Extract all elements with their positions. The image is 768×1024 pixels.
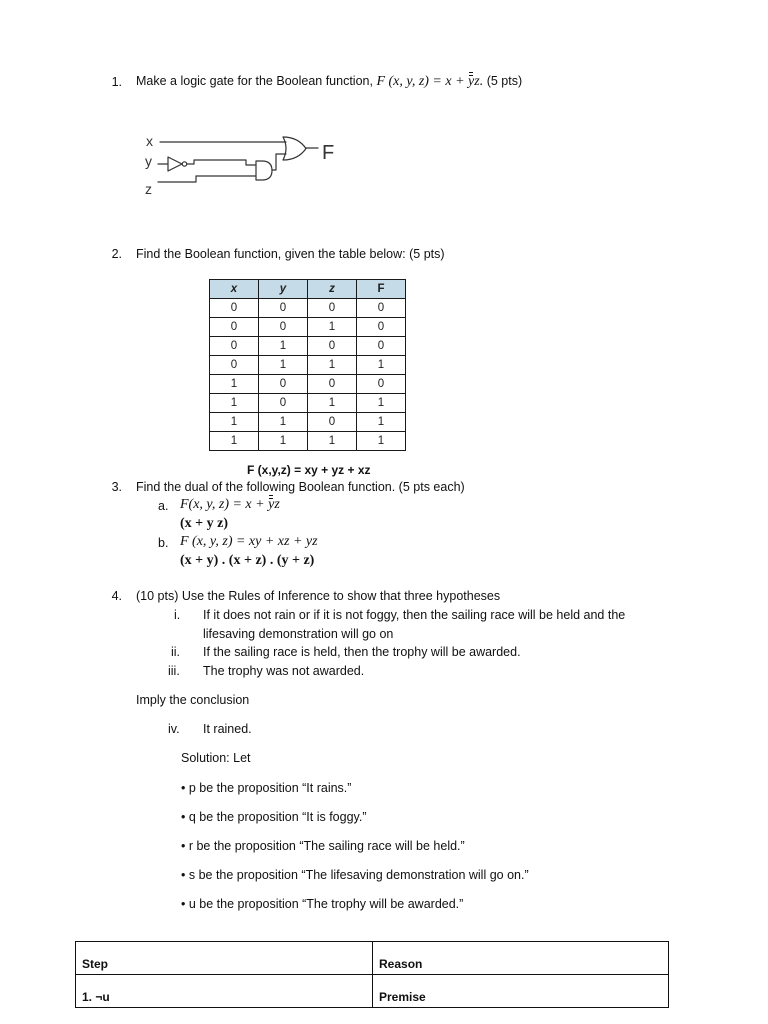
table-cell: 0 xyxy=(210,318,259,337)
hypothesis-i-text-cont: lifesaving demonstration will go on xyxy=(203,627,394,641)
hypothesis-ii-label: ii. xyxy=(171,645,181,659)
conclusion-iv-label: iv. xyxy=(168,722,180,736)
table-cell: 1 xyxy=(308,318,357,337)
wire-z xyxy=(158,176,256,182)
q1-function xyxy=(376,74,483,89)
table-cell: 1 xyxy=(210,394,259,413)
solution-heading: Solution: Let xyxy=(181,751,251,765)
imply-conclusion-text: Imply the conclusion xyxy=(136,693,250,707)
q1-function-lhs: F (x, y, z) = x + xyxy=(376,74,469,89)
proposition-q: • q be the proposition “It is foggy.” xyxy=(181,810,367,824)
table-cell: 0 xyxy=(308,337,357,356)
q3a-negated-var: y xyxy=(268,497,275,512)
table-cell: 1 xyxy=(308,432,357,451)
hypothesis-iii-text: The trophy was not awarded. xyxy=(203,664,365,678)
q1-number: 1. xyxy=(111,75,122,89)
table-cell: 1 xyxy=(357,432,406,451)
table-cell: 0 xyxy=(357,299,406,318)
table-cell: 0 xyxy=(357,318,406,337)
not-gate xyxy=(168,157,182,171)
table-row xyxy=(210,375,406,394)
table-cell: 1 xyxy=(357,356,406,375)
q3a-function-tail: z xyxy=(274,497,280,512)
table-row xyxy=(210,318,406,337)
circuit-label-z: z xyxy=(145,181,152,197)
circuit-label-f: F xyxy=(322,142,335,164)
proposition-u: • u be the proposition “The trophy will be awarded.” xyxy=(181,897,464,911)
circuit-label-x: x xyxy=(146,133,153,149)
q3a-answer: (x + y z) xyxy=(180,516,229,531)
table-cell: 1 xyxy=(210,432,259,451)
not-gate-bubble xyxy=(182,162,186,166)
table-cell: 1 xyxy=(308,356,357,375)
q3a-label: a. xyxy=(158,499,169,513)
table-row xyxy=(210,394,406,413)
table-row xyxy=(76,975,669,1008)
table-cell: 1 xyxy=(210,413,259,432)
hypothesis-ii-text: If the sailing race is held, then the trophy will be awarded. xyxy=(203,645,521,659)
wire-not-y xyxy=(187,160,256,165)
hypothesis-i-label: i. xyxy=(174,608,181,622)
proposition-s: • s be the proposition “The lifesaving demonstration will go on.” xyxy=(181,868,529,882)
q4-text: (10 pts) Use the Rules of Inference to show that three hypotheses xyxy=(136,589,501,603)
table-cell: 0 xyxy=(308,413,357,432)
q1-text: Make a logic gate for the Boolean function, xyxy=(136,74,373,88)
q1-function-negated-var: y xyxy=(468,74,475,89)
table-cell: 0 xyxy=(308,375,357,394)
table-cell: 0 xyxy=(259,299,308,318)
table-cell: 0 xyxy=(308,299,357,318)
proof-table-header-row xyxy=(76,942,669,975)
table-row xyxy=(210,432,406,451)
q1-points: (5 pts) xyxy=(486,74,523,88)
table-cell: 0 xyxy=(210,337,259,356)
table-cell: 1 xyxy=(357,394,406,413)
q3-number: 3. xyxy=(111,480,122,494)
table-cell: 1 xyxy=(259,356,308,375)
table-cell: 0 xyxy=(357,337,406,356)
truth-table-header-row xyxy=(210,280,406,299)
logic-circuit-drawing xyxy=(136,124,346,204)
circuit-label-y: y xyxy=(145,153,152,169)
q2-answer: F (x,y,z) = xy + yz + xz xyxy=(247,463,371,477)
conclusion-iv-text: It rained. xyxy=(203,722,252,736)
hypothesis-i-text: If it does not rain or if it is not foggy, then the sailing race will be held and the xyxy=(203,608,626,622)
table-cell: 1 xyxy=(259,432,308,451)
table-row xyxy=(210,299,406,318)
q1-function-tail: z. xyxy=(474,74,484,89)
table-row xyxy=(210,413,406,432)
q3-text: Find the dual of the following Boolean function. (5 pts each) xyxy=(136,480,465,494)
table-cell: 0 xyxy=(259,375,308,394)
q2-number: 2. xyxy=(111,247,122,261)
table-cell: 0 xyxy=(259,394,308,413)
table-cell: 1 xyxy=(259,337,308,356)
table-cell: 1 xyxy=(210,375,259,394)
q2-text: Find the Boolean function, given the table below: (5 pts) xyxy=(136,247,445,261)
q3a-function xyxy=(180,497,280,513)
truth-table-header-f: F xyxy=(357,280,406,299)
table-cell: 0 xyxy=(210,356,259,375)
and-gate xyxy=(256,161,272,180)
q1-line xyxy=(136,74,522,90)
truth-table-header-z: z xyxy=(308,280,357,299)
proof-header-step: Step xyxy=(76,942,373,975)
table-cell: 1 xyxy=(357,413,406,432)
q3a-function-lhs: F(x, y, z) = x + xyxy=(180,497,269,512)
proof-table xyxy=(75,941,669,1008)
truth-table-header-x: x xyxy=(210,280,259,299)
table-cell: 0 xyxy=(357,375,406,394)
q4-number: 4. xyxy=(111,589,122,603)
proof-step-cell: 1. ¬u xyxy=(76,975,373,1008)
truth-table-header-y: y xyxy=(259,280,308,299)
q3b-label: b. xyxy=(158,536,169,550)
proof-header-reason: Reason xyxy=(373,942,669,975)
table-cell: 1 xyxy=(308,394,357,413)
proposition-r: • r be the proposition “The sailing race will be held.” xyxy=(181,839,465,853)
table-cell: 0 xyxy=(259,318,308,337)
hypothesis-iii-label: iii. xyxy=(168,664,180,678)
table-row xyxy=(210,337,406,356)
or-gate xyxy=(283,137,306,160)
q3b-function: F (x, y, z) = xy + xz + yz xyxy=(180,534,318,549)
table-cell: 1 xyxy=(259,413,308,432)
proof-reason-cell: Premise xyxy=(373,975,669,1008)
q3b-answer: (x + y) . (x + z) . (y + z) xyxy=(180,553,315,568)
table-row xyxy=(210,356,406,375)
table-cell: 0 xyxy=(210,299,259,318)
truth-table xyxy=(209,279,406,451)
proposition-p: • p be the proposition “It rains.” xyxy=(181,781,352,795)
